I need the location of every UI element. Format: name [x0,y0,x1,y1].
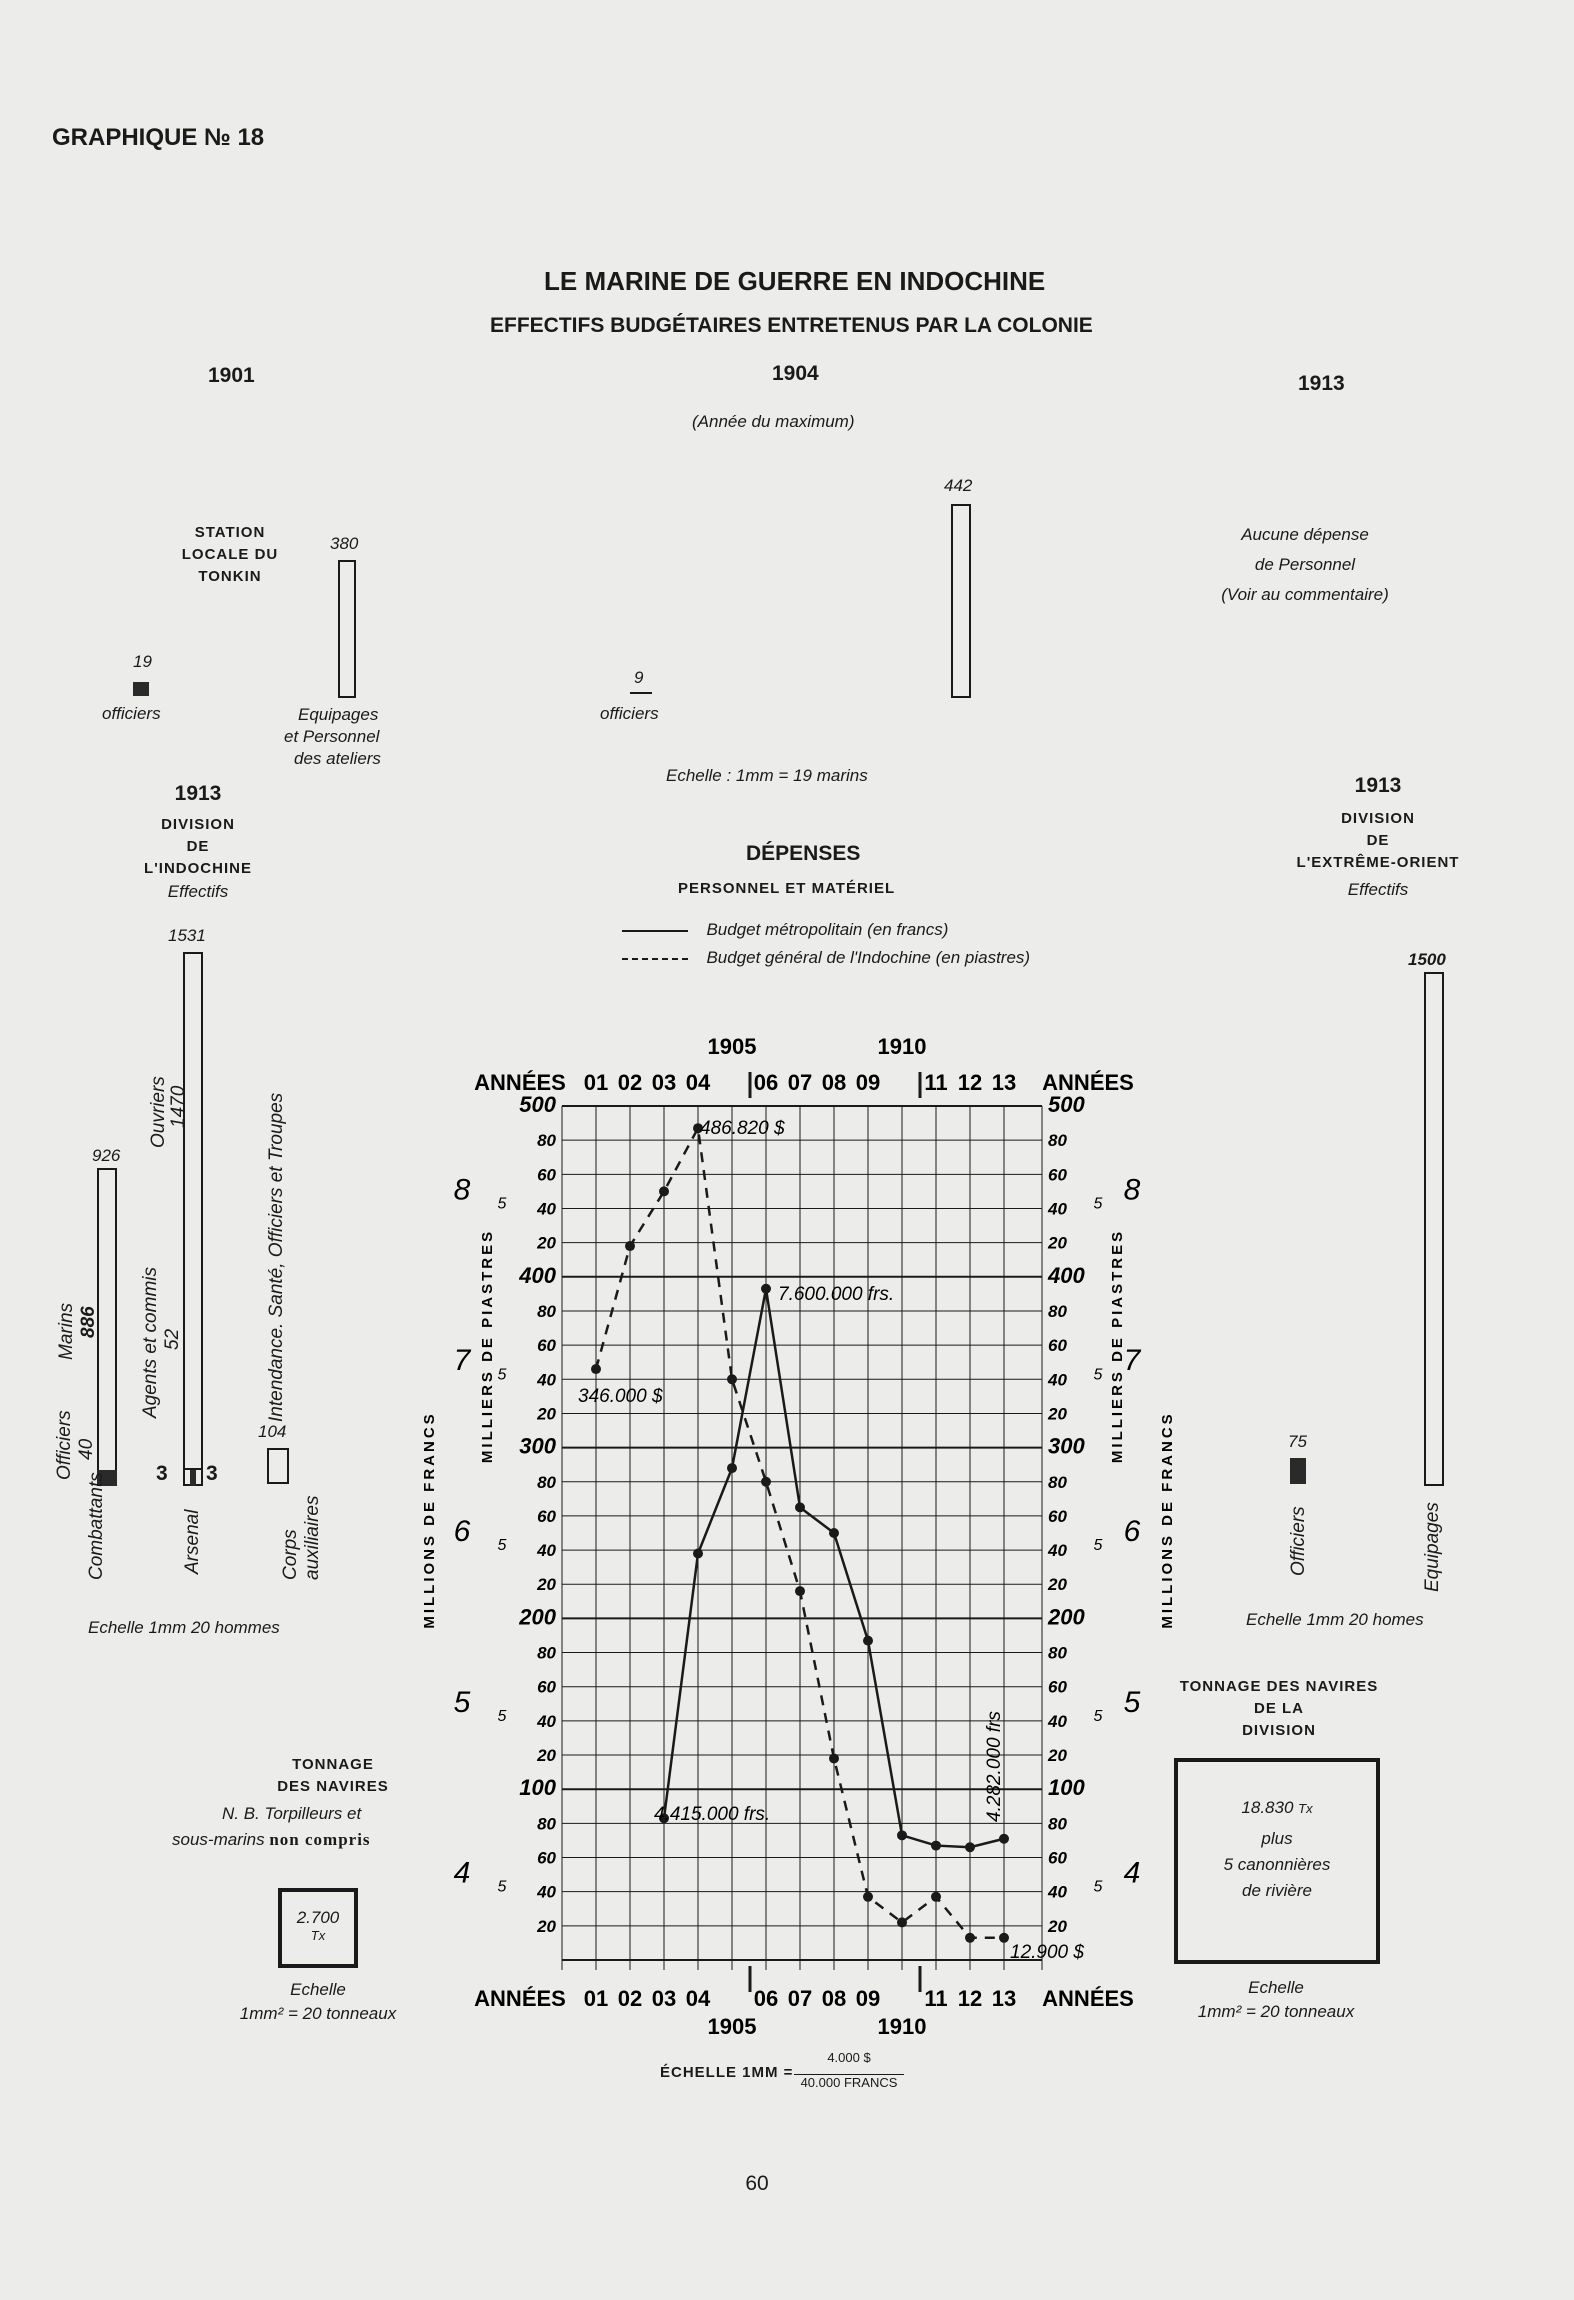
francs-million-left: 5 [453,1685,471,1719]
officiers-1913-label: Officiers [1288,1506,1309,1576]
y-tick-left: 80 [537,1814,556,1834]
tonnage-indochine-unit: Tx [310,1928,326,1943]
equipages-1901-value: 380 [330,534,359,553]
indochine-year: 1913 [174,782,222,805]
francs-million-left: 6 [453,1515,471,1548]
equipages-label-line: et Personnel [284,727,380,746]
x-tick-bottom: 07 [787,1986,813,2011]
y-tick-right: 100 [1048,1775,1085,1801]
x-tick-bottom: 09 [855,1986,881,2011]
annotation: 4.415.000 frs. [654,1804,771,1825]
series-francs-point [693,1548,703,1558]
francs-million-right: 5 [1123,1685,1141,1719]
extreme-orient-title-line: DIVISION [1341,810,1415,827]
no-expense-line: de Personnel [1254,555,1356,574]
station-label-line: STATION [194,524,266,541]
station-label-line: LOCALE DU [181,546,279,563]
depenses-title: DÉPENSES [746,842,861,865]
y-tick-right: 40 [1048,1711,1067,1731]
tonnage-eo-unit: Tx [1298,1801,1313,1816]
series-francs-point [863,1636,873,1646]
x-tick-top: 09 [855,1070,881,1095]
y-tick-right: 20 [1048,1404,1067,1424]
y-tick-left: 500 [519,1092,556,1117]
francs-million-right: 8 [1123,1173,1141,1207]
arsenal-total: 1531 [168,926,206,945]
extreme-orient-scale-note: Echelle 1mm 20 homes [1246,1610,1424,1629]
x-tick-bottom: 08 [821,1986,847,2011]
y-tick-left: 80 [537,1643,556,1663]
series-francs-point [965,1842,975,1852]
series-francs-point [795,1502,805,1512]
y-tick-left: 100 [519,1775,556,1801]
y-tick-left: 80 [537,1131,556,1151]
x-tick-top: 12 [957,1070,983,1095]
y-tick-left: 40 [537,1199,556,1219]
small-value-3: 3 [156,1462,168,1485]
y-tick-left: 20 [537,1746,556,1766]
y-tick-left: 60 [537,1336,556,1356]
indochine-title-line: DIVISION [161,816,235,833]
indochine-subtitle: Effectifs [167,882,229,901]
year-1904-note: (Année du maximum) [692,412,855,431]
legend-dashed-label: Budget général de l'Indochine (en piastres) [706,948,1031,967]
piastre-half-left: 5 [497,1878,507,1896]
x-major-top: 1910 [877,1034,927,1059]
tonnage-indochine-value: 2.700 [296,1908,340,1927]
extreme-orient-subtitle: Effectifs [1347,880,1409,899]
x-tick-bottom: 12 [957,1986,983,2011]
x-major-top: 1905 [707,1034,757,1059]
equipages-label-line: Equipages [298,705,379,724]
y-tick-left: 60 [537,1506,556,1526]
y-tick-right: 60 [1048,1677,1067,1697]
equipages-label-line: des ateliers [294,749,381,768]
ouvriers-label: Ouvriers [148,1076,169,1148]
tonnage-eo-title-line: TONNAGE DES NAVIRES [1179,1678,1379,1695]
tonnage-eo-title-line: DE LA [1254,1700,1304,1717]
ouvriers-value: 1470 [168,1085,189,1128]
corps-label-line: Corps [280,1529,301,1580]
x-tick-top: 08 [821,1070,847,1095]
officiers-1904-value: 9 [634,668,644,687]
francs-million-right: 4 [1123,1856,1141,1890]
piastre-half-left: 5 [497,1195,507,1213]
series-piastres-point [659,1186,669,1196]
y-tick-left: 20 [537,1404,556,1424]
series-francs-point [999,1834,1009,1844]
no-expense-line: (Voir au commentaire) [1221,585,1389,604]
small-value-3b: 3 [206,1462,218,1485]
tonnage-eo-title-line: DIVISION [1242,1722,1316,1739]
equipages-1913-value: 1500 [1408,950,1446,969]
x-year-label-right: ANNÉES [1042,1070,1134,1095]
y-tick-right: 80 [1048,1131,1067,1151]
series-francs-point [829,1528,839,1538]
tonnage-eo-extra-1: 5 canonnières [1223,1855,1331,1874]
series-piastres-point [761,1477,771,1487]
annotation: 7.600.000 frs. [778,1284,895,1305]
extreme-orient-title-line: L'EXTRÊME-ORIENT [1296,854,1460,871]
ylabel-right-outer: MILLIERS DE PIASTRES [1109,1228,1126,1464]
agents-label: Agents et commis [140,1267,161,1418]
year-1901: 1901 [208,364,255,387]
page-title: LE MARINE DE GUERRE EN INDOCHINE [544,266,1046,296]
equipages-1913-label: Equipages [1422,1502,1443,1592]
tonnage-note-1: N. B. Torpilleurs et [222,1804,362,1823]
x-tick-top: 04 [685,1070,711,1095]
combattants-total: 926 [92,1146,121,1165]
combattants-label: Combattants [86,1472,107,1580]
piastre-half-right: 5 [1093,1878,1103,1896]
y-tick-right: 40 [1048,1541,1067,1561]
y-tick-left: 40 [537,1541,556,1561]
y-tick-left: 40 [537,1882,556,1902]
officiers-1904-label: officiers [600,704,659,723]
y-tick-right: 60 [1048,1848,1067,1868]
officiers-1901-value: 19 [133,652,152,671]
corps-detail: Intendance. Santé, Officiers et Troupes [266,1092,287,1422]
scale-note-marins: Echelle : 1mm = 19 marins [666,766,868,785]
x-tick-bottom: 03 [651,1986,677,2011]
y-tick-left: 60 [537,1677,556,1697]
piastre-half-right: 5 [1093,1537,1103,1555]
y-tick-left: 20 [537,1575,556,1595]
y-tick-right: 80 [1048,1301,1067,1321]
y-tick-right: 40 [1048,1370,1067,1390]
no-expense-line: Aucune dépense [1241,525,1369,544]
page-subtitle: EFFECTIFS BUDGÉTAIRES ENTRETENUS PAR LA COLONIE [490,314,1093,337]
tonnage-title-line: TONNAGE [292,1756,374,1773]
x-tick-top: 11 [924,1070,948,1095]
tonnage-eo-scale-line: 1mm² = 20 tonneaux [1197,2002,1355,2021]
x-tick-top: 07 [787,1070,813,1095]
y-tick-left: 40 [537,1370,556,1390]
y-tick-right: 80 [1048,1472,1067,1492]
tonnage-title-line: DES NAVIRES [277,1778,389,1795]
series-francs-point [727,1463,737,1473]
annotation: 346.000 $ [578,1386,663,1407]
indochine-scale-note: Echelle 1mm 20 hommes [88,1618,280,1637]
x-tick-top: 06 [753,1070,779,1095]
x-tick-bottom: 06 [753,1986,779,2011]
y-tick-right: 20 [1048,1233,1067,1253]
piastre-half-right: 5 [1093,1195,1103,1213]
y-tick-right: 80 [1048,1643,1067,1663]
francs-million-right: 6 [1123,1515,1141,1548]
x-tick-bottom: 13 [991,1986,1017,2011]
annotation: 12.900 $ [1010,1942,1084,1963]
tonnage-eo-value: 18.830 [1241,1798,1294,1817]
y-tick-right: 20 [1048,1575,1067,1595]
tonnage-scale-line: Echelle [290,1980,346,1999]
chart-scale-top: 4.000 $ [827,2050,871,2065]
series-piastres-point [727,1374,737,1384]
francs-million-left: 7 [453,1344,471,1378]
chart-scale-bottom: 40.000 FRANCS [794,2074,904,2090]
tonnage-note-2-emph: non compris [269,1830,371,1849]
y-tick-left: 400 [519,1262,556,1288]
x-tick-bottom: 01 [583,1986,609,2011]
y-tick-right: 80 [1048,1814,1067,1834]
y-tick-right: 400 [1048,1262,1085,1288]
y-tick-left: 20 [537,1233,556,1253]
depenses-subtitle: PERSONNEL ET MATÉRIEL [678,880,896,897]
figure-label: GRAPHIQUE № 18 [52,124,265,151]
y-tick-right: 300 [1048,1433,1085,1459]
piastre-half-right: 5 [1093,1707,1103,1725]
tonnage-eo-scale-line: Echelle [1248,1978,1304,1997]
y-tick-left: 60 [537,1848,556,1868]
x-major-bottom: 1910 [877,2014,927,2039]
x-tick-top: 02 [617,1070,643,1095]
y-tick-left: 80 [537,1472,556,1492]
series-francs-point [931,1841,941,1851]
officiers-1913-value: 75 [1288,1432,1307,1451]
piastre-half-left: 5 [497,1537,507,1555]
x-year-label-right-bottom: ANNÉES [1042,1986,1134,2011]
marins-value: 886 [78,1306,99,1338]
series-piastres-point [863,1892,873,1902]
francs-million-left: 4 [453,1856,471,1890]
station-label-line: TONKIN [198,568,262,585]
arsenal-label: Arsenal [182,1509,203,1574]
series-piastres-point [591,1364,601,1374]
series-piastres-point [999,1933,1009,1943]
indochine-title-line: L'INDOCHINE [144,860,252,877]
y-tick-right: 500 [1048,1092,1085,1117]
x-tick-top: 03 [651,1070,677,1095]
y-tick-right: 40 [1048,1199,1067,1219]
officiers-value: 40 [76,1438,97,1460]
officiers-1901-label: officiers [102,704,161,723]
x-tick-top: 13 [991,1070,1017,1095]
series-francs-point [761,1284,771,1294]
page-number: 60 [745,2172,769,2195]
x-year-label-left: ANNÉES [474,1070,566,1095]
y-tick-right: 60 [1048,1336,1067,1356]
y-tick-right: 20 [1048,1916,1067,1936]
y-tick-right: 60 [1048,1165,1067,1185]
piastre-half-left: 5 [497,1707,507,1725]
chart-scale-label: ÉCHELLE 1MM = [660,2064,794,2081]
year-1904: 1904 [772,362,819,385]
x-tick-bottom: 04 [685,1986,711,2011]
y-tick-right: 200 [1048,1604,1085,1630]
equipages-1904-value: 442 [944,476,973,495]
year-1913-top: 1913 [1298,372,1345,395]
legend-solid-label: Budget métropolitain (en francs) [706,920,949,939]
piastre-half-right: 5 [1093,1366,1103,1384]
extreme-orient-title-line: DE [1366,832,1390,849]
x-major-bottom: 1905 [707,2014,757,2039]
tonnage-eo-extra-2: de rivière [1242,1881,1312,1900]
tonnage-note-2-prefix: sous-marins [172,1830,265,1849]
y-tick-right: 60 [1048,1506,1067,1526]
extreme-orient-year: 1913 [1354,774,1402,797]
piastre-half-left: 5 [497,1366,507,1384]
y-tick-left: 40 [537,1711,556,1731]
indochine-title-line: DE [186,838,210,855]
series-piastres-point [965,1933,975,1943]
francs-million-left: 8 [453,1173,471,1207]
x-year-label-left-bottom: ANNÉES [474,1986,566,2011]
corps-value: 104 [258,1422,287,1441]
series-piastres-point [625,1241,635,1251]
x-tick-bottom: 11 [924,1986,948,2011]
y-tick-left: 60 [537,1165,556,1185]
y-tick-left: 20 [537,1916,556,1936]
series-piastres-point [829,1753,839,1763]
ylabel-right-inner: MILLIONS DE FRANCS [1159,1411,1176,1629]
ylabel-left-outer: MILLIONS DE FRANCS [421,1411,438,1629]
series-francs-point [897,1830,907,1840]
corps-label-line: auxiliaires [302,1495,323,1580]
annotation: 4.282.000 frs [984,1711,1005,1822]
y-tick-left: 80 [537,1301,556,1321]
marins-label: Marins [56,1302,77,1360]
annotation: 486.820 $ [700,1118,785,1139]
francs-million-right: 7 [1123,1344,1141,1378]
x-tick-bottom: 02 [617,1986,643,2011]
tonnage-eo-plus: plus [1261,1829,1293,1848]
series-piastres-point [795,1586,805,1596]
y-tick-left: 300 [519,1433,556,1459]
x-tick-top: 01 [583,1070,609,1095]
agents-value: 52 [162,1328,183,1350]
ylabel-left-inner: MILLIERS DE PIASTRES [479,1228,496,1464]
series-piastres-point [931,1892,941,1902]
officiers-label: Officiers [54,1410,75,1480]
y-tick-right: 40 [1048,1882,1067,1902]
y-tick-right: 20 [1048,1746,1067,1766]
tonnage-scale-line: 1mm² = 20 tonneaux [239,2004,397,2023]
y-tick-left: 200 [519,1604,556,1630]
series-piastres-point [897,1917,907,1927]
